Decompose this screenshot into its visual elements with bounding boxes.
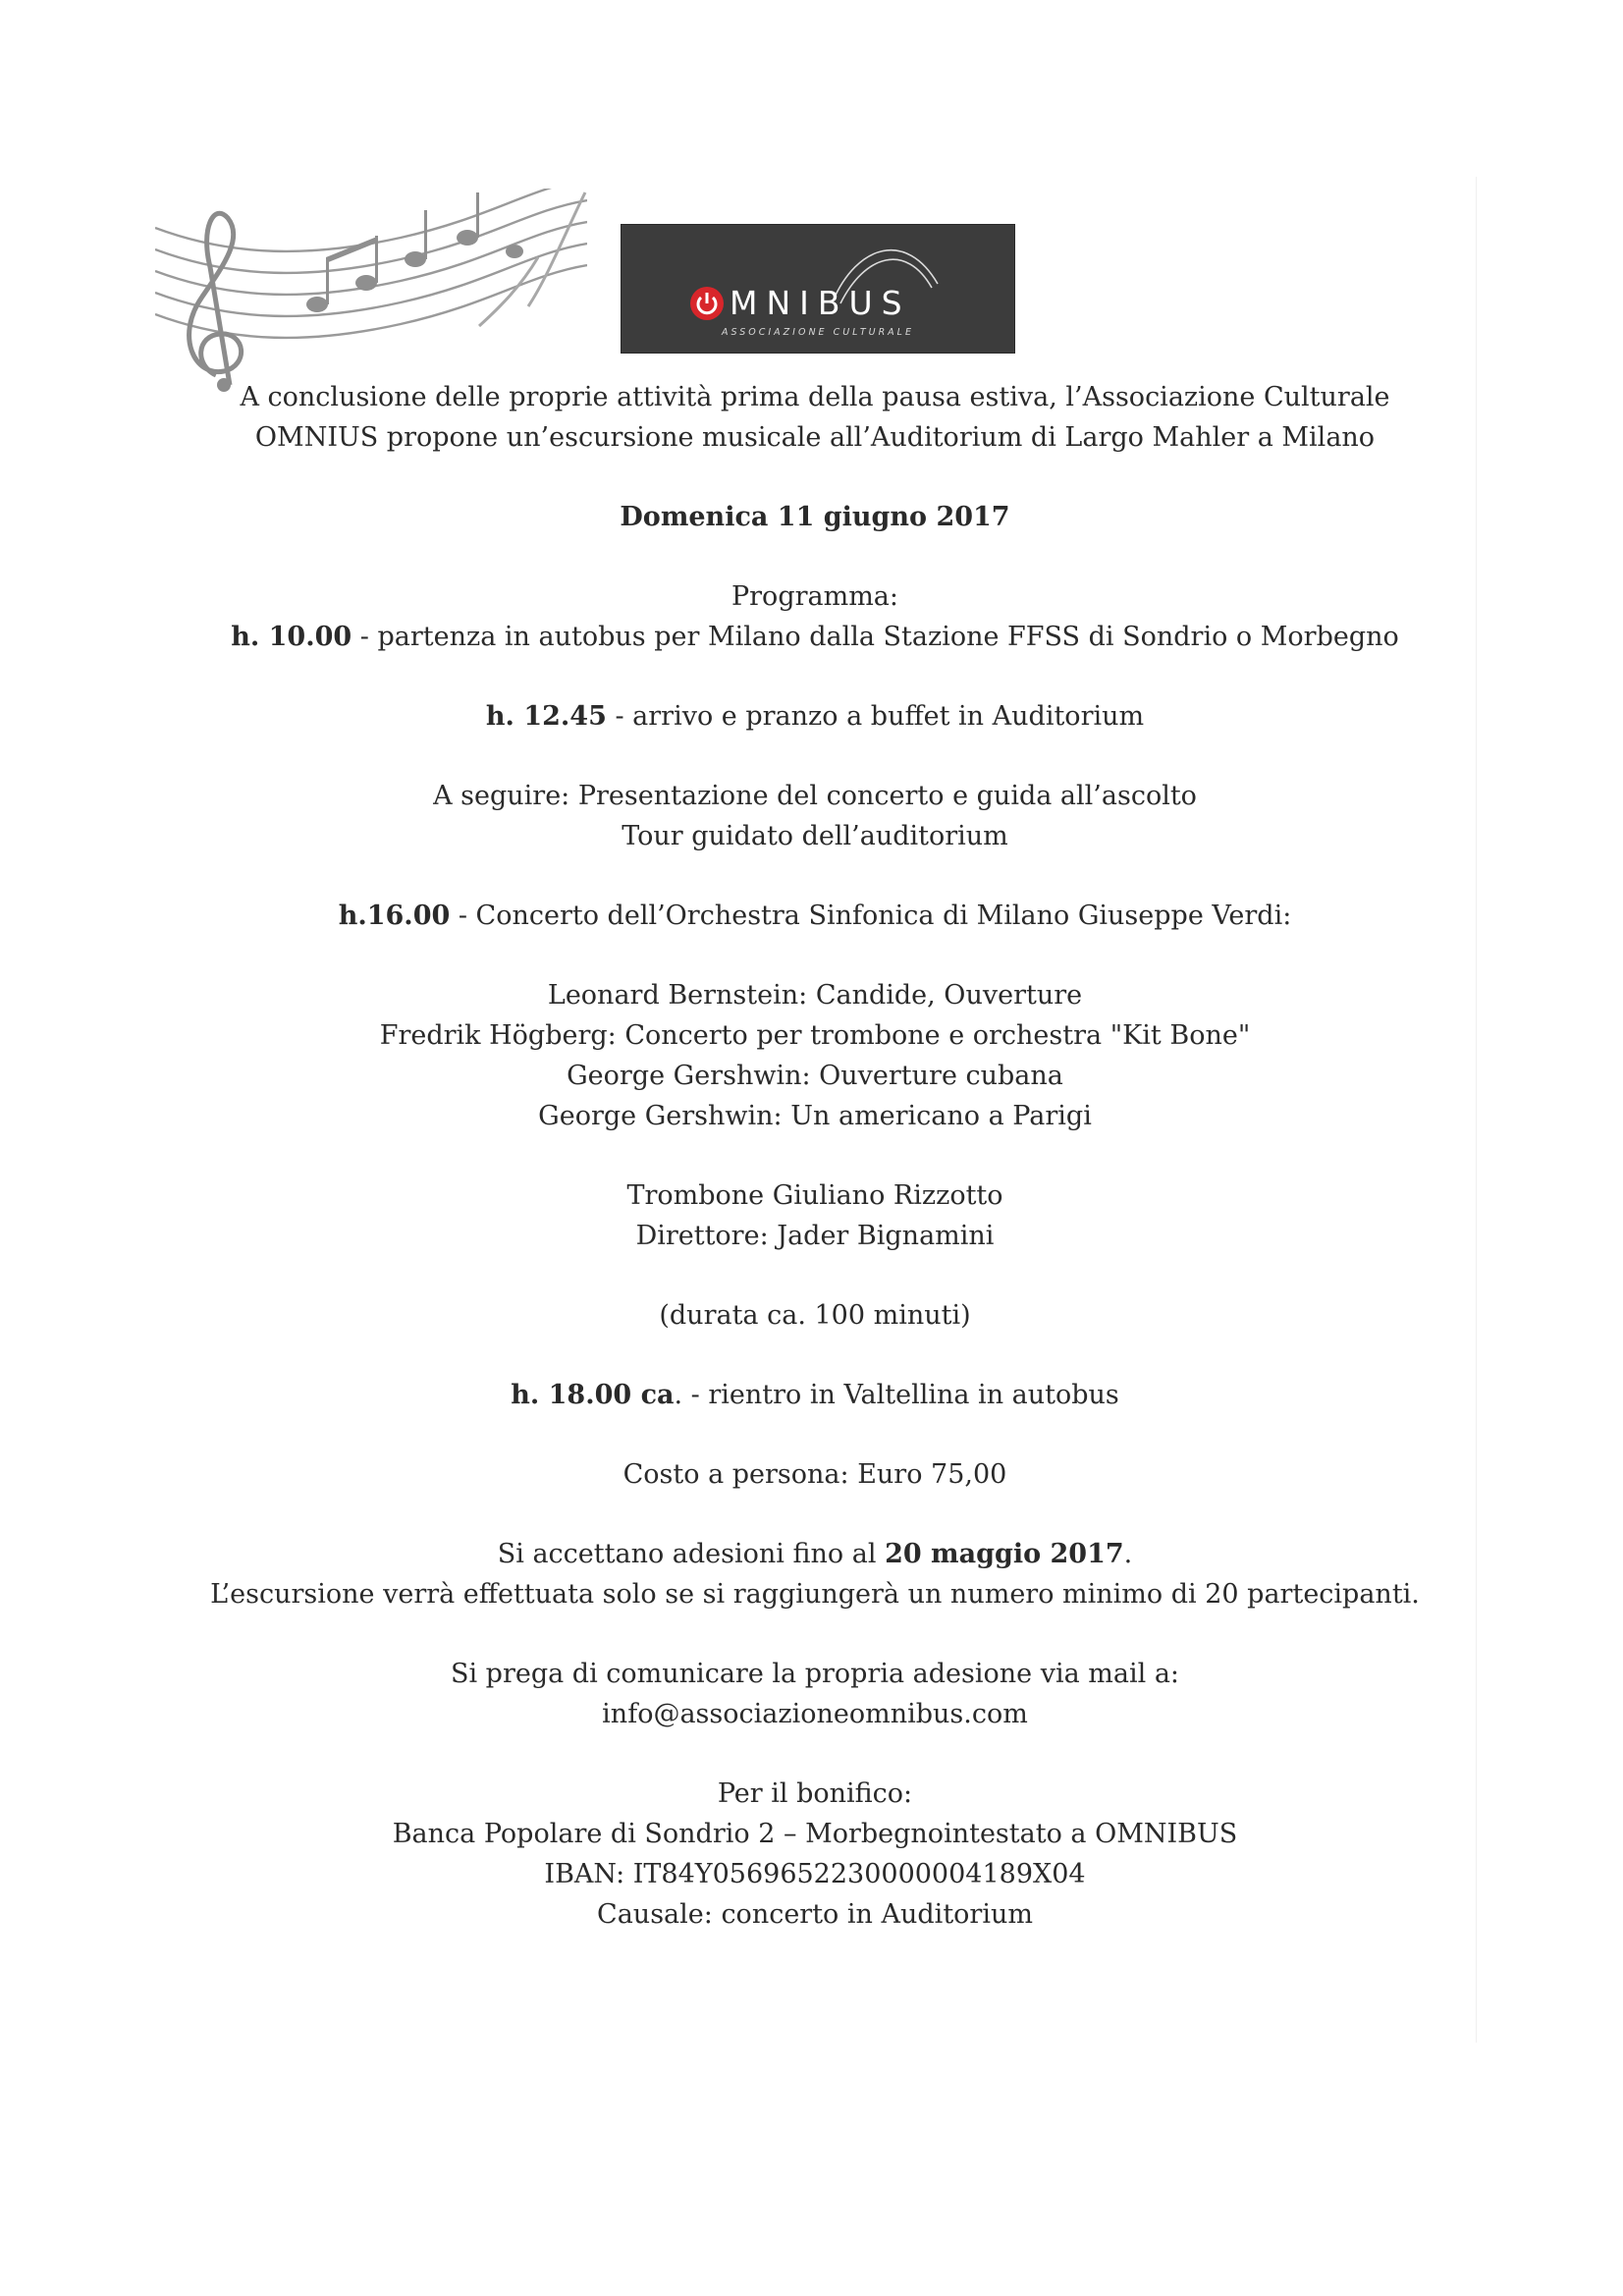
event-date: Domenica 11 giugno 2017	[620, 502, 1010, 532]
contact-text: Si prega di comunicare la propria adesione via mail a:	[450, 1659, 1180, 1689]
program-heading: Programma:	[730, 581, 898, 612]
iban: IBAN: IT84Y0569652230000004189X04	[544, 1859, 1086, 1889]
duration-text: (durata ca. 100 minuti)	[659, 1300, 971, 1331]
piece-item: George Gershwin: Un americano a Parigi	[538, 1101, 1092, 1131]
music-staff-decoration-icon	[155, 189, 587, 395]
return-line: h. 18.00 ca. - rientro in Valtellina in autobus	[511, 1380, 1119, 1410]
concert-line: h.16.00 - Concerto dell’Orchestra Sinfonica di Milano Giuseppe Verdi:	[338, 901, 1292, 931]
performer-trombone: Trombone Giuliano Rizzotto	[626, 1180, 1003, 1211]
power-icon	[690, 287, 724, 320]
piece-item: George Gershwin: Ouverture cubana	[567, 1061, 1063, 1091]
arrival-line: h. 12.45 - arrivo e pranzo a buffet in Auditorium	[485, 701, 1145, 732]
omnibus-logo	[621, 224, 1015, 354]
payment-heading: Per il bonifico:	[717, 1778, 913, 1809]
bank-details: Banca Popolare di Sondrio 2 – Morbegnointestato a OMNIBUS	[392, 1819, 1238, 1849]
logo-subtitle: ASSOCIAZIONE CULTURALE	[722, 327, 914, 338]
flyer-content	[147, 377, 1483, 1935]
contact-email: info@associazioneomnibus.com	[602, 1699, 1028, 1729]
payment-causale: Causale: concerto in Auditorium	[597, 1899, 1033, 1930]
piece-item: Leonard Bernstein: Candide, Ouverture	[547, 980, 1083, 1011]
piece-item: Fredrik Högberg: Concerto per trombone e orchestra "Kit Bone"	[379, 1020, 1251, 1051]
following-line-2: Tour guidato dell’auditorium	[622, 821, 1008, 851]
minimum-participants-note: L’escursione verrà effettuata solo se si raggiungerà un numero minimo di 20 partecipanti.	[210, 1579, 1420, 1610]
performer-conductor: Direttore: Jader Bignamini	[635, 1221, 995, 1251]
logo-name: MNIBUS	[730, 284, 911, 322]
cost-text: Costo a persona: Euro 75,00	[622, 1459, 1007, 1490]
departure-line: h. 10.00 - partenza in autobus per Milano dalla Stazione FFSS di Sondrio o Morbegno	[231, 622, 1399, 652]
intro-line-1: A conclusione delle proprie attività prima della pausa estiva, l’Associazione Culturale	[240, 382, 1390, 412]
following-line-1: A seguire: Presentazione del concerto e guida all’ascolto	[433, 781, 1197, 811]
intro-line-2: OMNIUS propone un’escursione musicale all’Auditorium di Largo Mahler a Milano	[254, 422, 1376, 453]
deadline-line: Si accettano adesioni fino al 20 maggio 2017.	[497, 1539, 1133, 1569]
